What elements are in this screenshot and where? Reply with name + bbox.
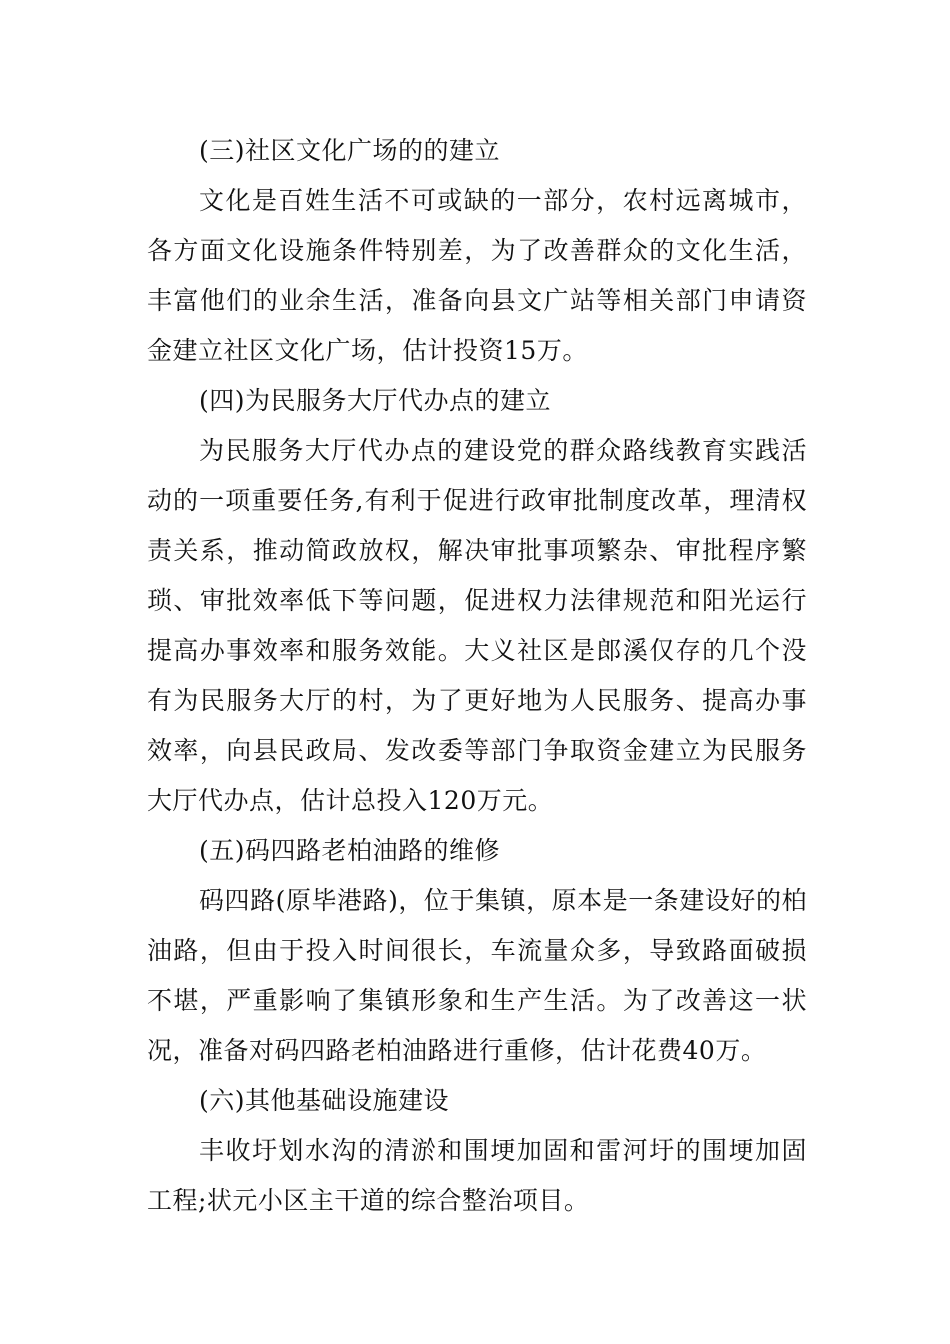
section-paragraph-6: 丰收圩划水沟的清淤和围埂加固和雷河圩的围埂加固工程;状元小区主干道的综合整治项目。 <box>147 1136 807 1215</box>
section-heading-4: (四)为民服务大厅代办点的建立 <box>199 386 552 415</box>
section-heading-3: (三)社区文化广场的的建立 <box>199 136 501 165</box>
section-paragraph-4: 为民服务大厅代办点的建设党的群众路线教育实践活动的一项重要任务,有利于促进行政审批制度改革，理清权责关系，推动简政放权，解决审批事项繁杂、审批程序繁琐、审批效率低下等问题，促进权力法律规范和阳光运行提高办事效率和服务效能。大义社区是郎溪仅存的几个没有为民服务大厅的村，为了更好地为人民服务、提高办事效率，向县民政局、发改委等部门争取资金建立为民服务大厅代办点，估计总投入120万元。 <box>147 436 807 815</box>
section-paragraph-5: 码四路(原毕港路)，位于集镇，原本是一条建设好的柏油路，但由于投入时间很长，车流量众多，导致路面破损不堪，严重影响了集镇形象和生产生活。为了改善这一状况，准备对码四路老柏油路进行重修，估计花费40万。 <box>147 886 807 1065</box>
section-heading-6: (六)其他基础设施建设 <box>199 1086 450 1115</box>
section-heading-5: (五)码四路老柏油路的维修 <box>199 836 501 865</box>
section-paragraph-3: 文化是百姓生活不可或缺的一部分，农村远离城市，各方面文化设施条件特别差，为了改善群众的文化生活，丰富他们的业余生活，准备向县文广站等相关部门申请资金建立社区文化广场，估计投资15万。 <box>147 186 807 365</box>
document-body <box>147 126 807 1226</box>
